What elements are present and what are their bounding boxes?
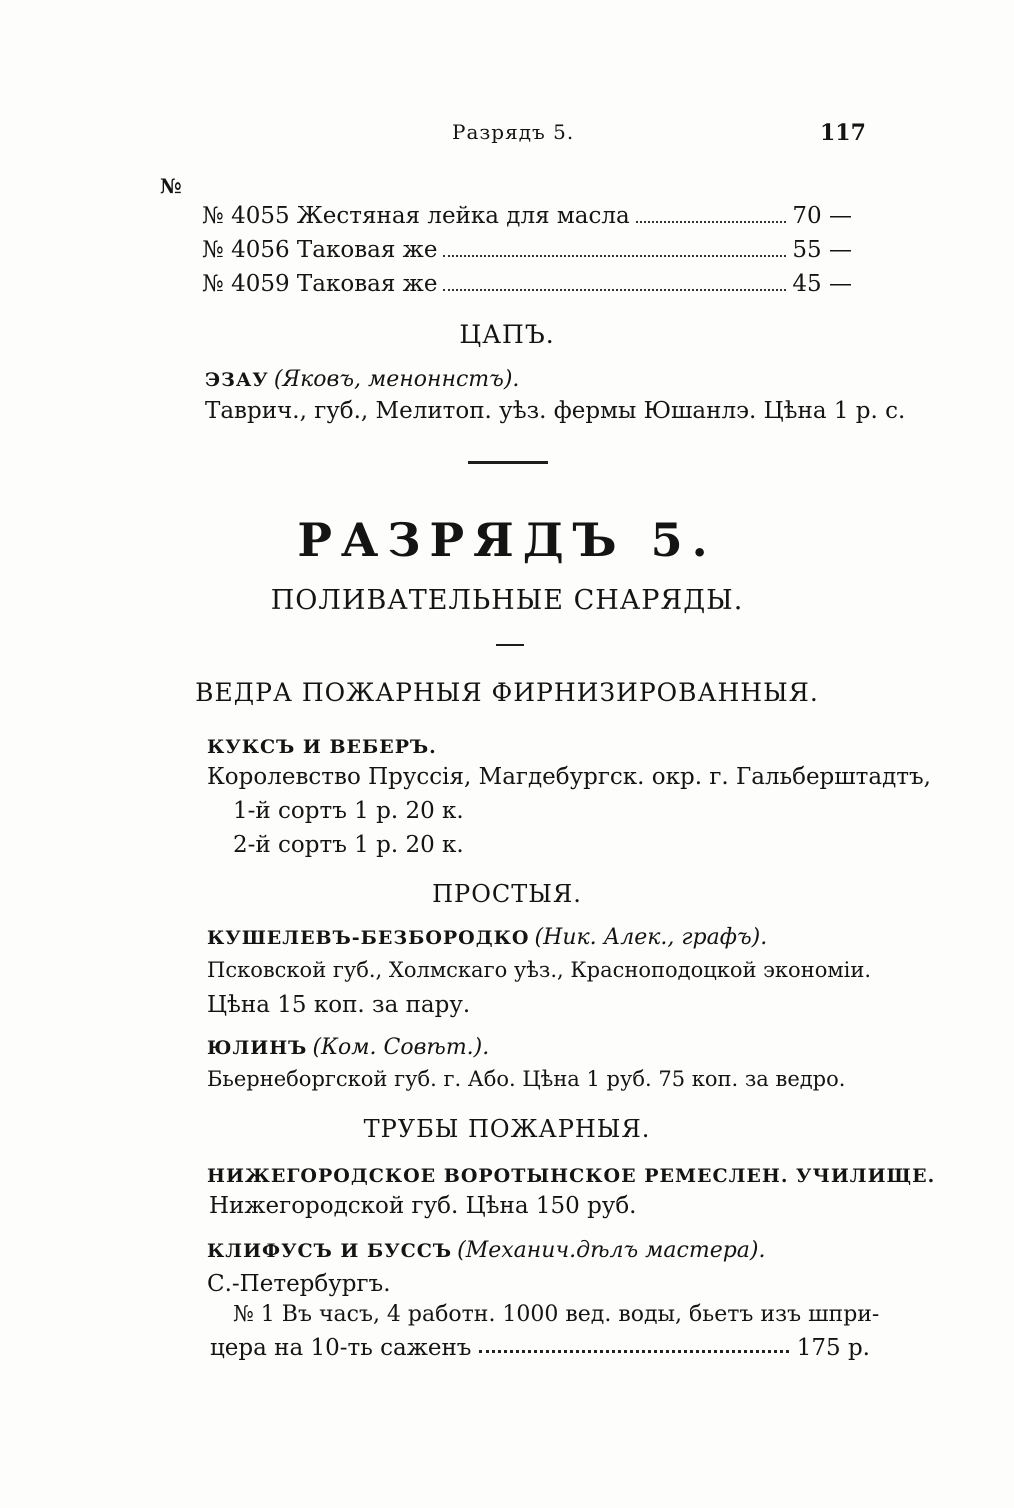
item-price: 70 — bbox=[792, 203, 852, 229]
exhibitor-note: (Ник. Алек., графъ). bbox=[534, 925, 768, 950]
exhibitor-address: Королевство Пруссія, Магдебургск. окр. г. Гальберштадтъ, bbox=[207, 764, 931, 790]
catalog-row bbox=[202, 237, 852, 263]
item-description: Таковая же bbox=[296, 271, 438, 297]
dot-leader bbox=[443, 255, 786, 257]
section-subtitle: ПОЛИВАТЕЛЬНЫЕ СНАРЯДЫ. bbox=[270, 585, 744, 616]
grade-line: 2-й сортъ 1 р. 20 к. bbox=[233, 832, 464, 858]
group-heading-pipes: ТРУБЫ ПОЖАРНЫЯ. bbox=[363, 1115, 651, 1143]
running-head: Разрядъ 5. bbox=[452, 120, 575, 144]
grade-line: 1-й сортъ 1 р. 20 к. bbox=[233, 798, 464, 824]
catalog-row bbox=[202, 203, 852, 229]
exhibitor-address: Нижегородской губ. Цѣна 150 руб. bbox=[209, 1193, 637, 1219]
catalog-row bbox=[202, 271, 852, 297]
exhibitor-name: ЭЗАУ bbox=[205, 369, 269, 391]
item-description: Таковая же bbox=[296, 237, 438, 263]
exhibitor-name: КУШЕЛЕВЪ-БЕЗБОРОДКО bbox=[207, 927, 530, 949]
group-heading-buckets: ВЕДРА ПОЖАРНЫЯ ФИРНИЗИРОВАННЫЯ. bbox=[195, 678, 819, 707]
section-divider bbox=[468, 461, 548, 464]
exhibitor-address: Псковской губ., Холмскаго уѣз., Красноподоцкой экономіи. bbox=[207, 958, 872, 982]
item-number: № 4056 bbox=[202, 237, 290, 263]
price-line: Цѣна 15 коп. за пару. bbox=[207, 992, 471, 1018]
exhibitor-line bbox=[207, 925, 767, 950]
exhibitor-note: (Механич.дѣлъ мастера). bbox=[457, 1238, 766, 1263]
item-price: 45 — bbox=[792, 271, 852, 297]
item-description-cont: цера на 10-ть саженъ bbox=[210, 1335, 472, 1361]
stray-mark: № bbox=[160, 174, 182, 198]
item-price-row bbox=[210, 1335, 870, 1361]
exhibitor-name: НИЖЕГОРОДСКОЕ ВОРОТЫНСКОЕ РЕМЕСЛЕН. УЧИЛИЩЕ. bbox=[207, 1165, 936, 1187]
page-number: 117 bbox=[820, 120, 866, 146]
item-number: № 4059 bbox=[202, 271, 290, 297]
exhibitor-name: КЛИФУСЪ И БУССЪ bbox=[207, 1240, 453, 1262]
group-heading-simple: ПРОСТЫЯ. bbox=[432, 880, 582, 908]
item-price: 55 — bbox=[792, 237, 852, 263]
item-price: 175 р. bbox=[796, 1335, 870, 1361]
city-line: С.-Петербургъ. bbox=[207, 1271, 391, 1297]
dot-leader bbox=[443, 289, 786, 291]
exhibitor-line bbox=[207, 1238, 765, 1263]
item-number: № 4055 bbox=[202, 203, 290, 229]
exhibitor-name: ЮЛИНЪ bbox=[207, 1037, 308, 1059]
dot-leader bbox=[479, 1335, 788, 1353]
item-description: № 1 Въ часъ, 4 работн. 1000 вед. воды, бьетъ изъ шпри- bbox=[233, 1302, 880, 1327]
subheading-tsap: ЦАПЪ. bbox=[459, 320, 555, 349]
exhibitor-line bbox=[207, 1035, 489, 1060]
exhibitor-address: Бьернеборгской губ. г. Або. Цѣна 1 руб. 75 коп. за ведро. bbox=[207, 1067, 846, 1091]
item-description: Жестяная лейка для масла bbox=[296, 203, 630, 229]
exhibitor-note: (Ком. Совѣт.). bbox=[312, 1035, 490, 1060]
dot-leader bbox=[636, 221, 787, 223]
section-title: РАЗРЯДЪ 5. bbox=[297, 513, 717, 567]
exhibitor-line bbox=[205, 367, 519, 392]
exhibitor-address: Таврич., губ., Мелитоп. уѣз. фермы Юшанлэ. Цѣна 1 р. с. bbox=[205, 398, 906, 424]
exhibitor-note: (Яковъ, меноннстъ). bbox=[273, 367, 520, 392]
short-divider bbox=[496, 644, 524, 646]
exhibitor-name: КУКСЪ И ВЕБЕРЪ. bbox=[207, 736, 437, 758]
